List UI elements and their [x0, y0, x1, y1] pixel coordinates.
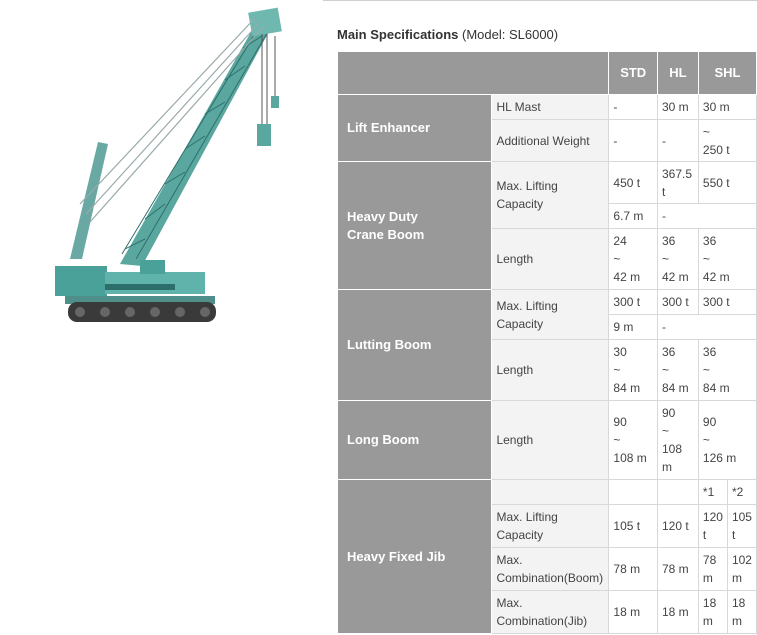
value-cell: 36 ~ 42 m — [698, 229, 756, 290]
value-cell: 90 ~ 108 m — [657, 401, 698, 480]
spec-title-main: Main Specifications — [337, 27, 459, 42]
value-cell: 450 t — [609, 162, 658, 204]
value-cell: - — [609, 120, 658, 162]
table-row — [338, 480, 757, 505]
value-cell: 36 ~ 42 m — [657, 229, 698, 290]
value-cell: 18 m — [727, 591, 756, 634]
value-cell: 18 m — [609, 591, 658, 634]
value-cell: 9 m — [609, 315, 658, 340]
value-cell: 105 t — [727, 505, 756, 548]
value-cell: 30 m — [698, 95, 756, 120]
value-cell: - — [609, 95, 658, 120]
value-cell: 90 ~ 108 m — [609, 401, 658, 480]
item-label: Max. Lifting Capacity — [492, 290, 609, 340]
value-cell: 90 ~ 126 m — [698, 401, 756, 480]
item-label: Max. Combination(Jib) — [492, 591, 609, 634]
value-cell: 102 m — [727, 548, 756, 591]
value-cell — [657, 480, 698, 505]
value-cell: 36 ~ 84 m — [698, 340, 756, 401]
table-row — [338, 401, 757, 480]
item-label: Max. Combination(Boom) — [492, 548, 609, 591]
value-cell: 30 m — [657, 95, 698, 120]
note-1: *1 — [698, 480, 727, 505]
spec-table — [337, 51, 757, 634]
value-cell: 300 t — [657, 290, 698, 315]
crawler-crane-photo — [50, 4, 290, 324]
category-fixed-jib: Heavy Fixed Jib — [338, 480, 492, 634]
value-cell: 36 ~ 84 m — [657, 340, 698, 401]
value-cell: 300 t — [609, 290, 658, 315]
value-cell: - — [657, 120, 698, 162]
header-blank — [338, 52, 609, 95]
top-rule — [323, 0, 757, 1]
value-cell: - — [657, 204, 756, 229]
note-2: *2 — [727, 480, 756, 505]
value-cell: 78 m — [657, 548, 698, 591]
spec-title-model: (Model: SL6000) — [462, 27, 559, 42]
category-luffing-boom: Lutting Boom — [338, 290, 492, 401]
header-std: STD — [609, 52, 658, 95]
item-label: Max. Lifting Capacity — [492, 162, 609, 229]
item-label: Length — [492, 401, 609, 480]
header-hl: HL — [657, 52, 698, 95]
value-cell: 300 t — [698, 290, 756, 315]
item-label: Length — [492, 229, 609, 290]
header-row — [338, 52, 757, 95]
value-cell: 120 t — [657, 505, 698, 548]
value-cell: 78 m — [609, 548, 658, 591]
value-cell: ~ 250 t — [698, 120, 756, 162]
value-cell: 78 m — [698, 548, 727, 591]
value-cell: 6.7 m — [609, 204, 658, 229]
value-cell — [609, 480, 658, 505]
category-heavy-duty: Heavy Duty Crane Boom — [338, 162, 492, 290]
value-cell: 550 t — [698, 162, 756, 204]
value-cell: 120 t — [698, 505, 727, 548]
table-row — [338, 95, 757, 120]
value-cell: 18 m — [657, 591, 698, 634]
value-cell: 105 t — [609, 505, 658, 548]
table-row — [338, 162, 757, 204]
spec-title — [337, 27, 558, 42]
item-label: Max. Lifting Capacity — [492, 505, 609, 548]
value-cell: - — [657, 315, 756, 340]
item-label: HL Mast — [492, 95, 609, 120]
value-cell: 367.5 t — [657, 162, 698, 204]
category-long-boom: Long Boom — [338, 401, 492, 480]
item-label: Additional Weight — [492, 120, 609, 162]
value-cell: 30 ~ 84 m — [609, 340, 658, 401]
item-label — [492, 480, 609, 505]
value-cell: 24 ~ 42 m — [609, 229, 658, 290]
table-row — [338, 290, 757, 315]
item-label: Length — [492, 340, 609, 401]
header-shl: SHL — [698, 52, 756, 95]
value-cell: 18 m — [698, 591, 727, 634]
category-lift-enhancer: Lift Enhancer — [338, 95, 492, 162]
